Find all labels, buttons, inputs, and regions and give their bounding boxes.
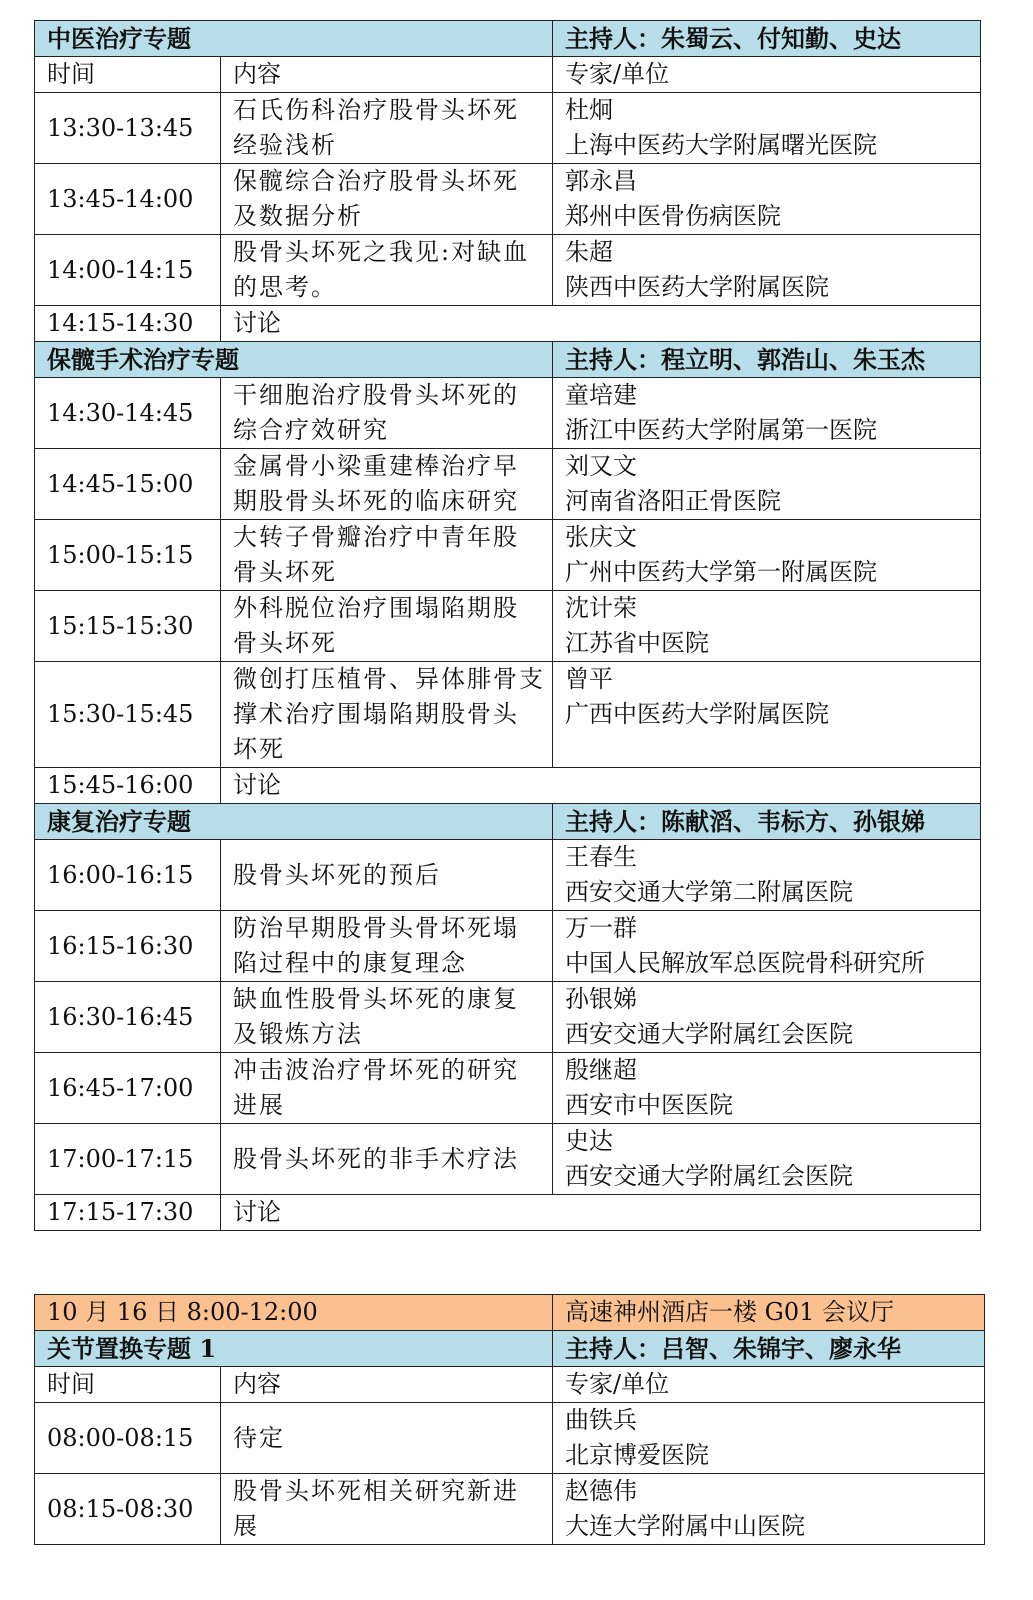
session-topic: 干细胞治疗股骨头坏死的 综合疗效研究 [221, 378, 553, 449]
table-row [35, 1124, 981, 1195]
section-hosts: 主持人：程立明、郭浩山、朱玉杰 [553, 342, 981, 378]
session-time: 15:30-15:45 [35, 662, 221, 768]
session-topic: 股骨头坏死的非手术疗法 [221, 1124, 553, 1195]
table-row [35, 840, 981, 911]
session-time: 15:00-15:15 [35, 520, 221, 591]
session-expert: 朱超 陕西中医药大学附属医院 [553, 235, 981, 306]
discussion-row [35, 768, 981, 804]
discussion-label: 讨论 [221, 1195, 981, 1231]
session-expert: 万一群 中国人民解放军总医院骨科研究所 [553, 911, 981, 982]
session-topic: 石氏伤科治疗股骨头坏死 经验浅析 [221, 93, 553, 164]
session-topic: 缺血性股骨头坏死的康复 及锻炼方法 [221, 982, 553, 1053]
table-row [35, 1053, 981, 1124]
session-expert: 孙银娣 西安交通大学附属红会医院 [553, 982, 981, 1053]
table-row [35, 982, 981, 1053]
session-expert: 刘又文 河南省洛阳正骨医院 [553, 449, 981, 520]
section-title: 关节置换专题 1 [35, 1331, 553, 1367]
session-topic: 待定 [221, 1403, 553, 1474]
session-time: 16:45-17:00 [35, 1053, 221, 1124]
schedule-table-afternoon [34, 20, 981, 1231]
section-title: 保髋手术治疗专题 [35, 342, 553, 378]
session-time: 14:15-14:30 [35, 306, 221, 342]
table-row [35, 1403, 985, 1474]
section-header-hip-preservation [35, 342, 981, 378]
session-topic: 冲击波治疗骨坏死的研究 进展 [221, 1053, 553, 1124]
section-title: 中医治疗专题 [35, 21, 553, 57]
session-time: 17:15-17:30 [35, 1195, 221, 1231]
session-time: 15:45-16:00 [35, 768, 221, 804]
column-header-expert: 专家/单位 [553, 1367, 985, 1403]
session-topic: 股骨头坏死之我见:对缺血 的思考。 [221, 235, 553, 306]
discussion-label: 讨论 [221, 768, 981, 804]
column-header-time: 时间 [35, 1367, 221, 1403]
session-topic: 微创打压植骨、异体腓骨支 撑术治疗围塌陷期股骨头 坏死 [221, 662, 553, 768]
section-header-rehab [35, 804, 981, 840]
session-expert: 郭永昌 郑州中医骨伤病医院 [553, 164, 981, 235]
session-expert: 殷继超 西安市中医医院 [553, 1053, 981, 1124]
session-topic: 外科脱位治疗围塌陷期股 骨头坏死 [221, 591, 553, 662]
table-row [35, 1474, 985, 1545]
session-time: 14:00-14:15 [35, 235, 221, 306]
session-expert: 杜炯 上海中医药大学附属曙光医院 [553, 93, 981, 164]
session-time: 16:30-16:45 [35, 982, 221, 1053]
schedule-table-morning [34, 1294, 985, 1545]
section-header-joint-replacement [35, 1331, 985, 1367]
session-time: 08:15-08:30 [35, 1474, 221, 1545]
column-header-row [35, 1367, 985, 1403]
table-row [35, 449, 981, 520]
table-row [35, 93, 981, 164]
session-time: 13:45-14:00 [35, 164, 221, 235]
date-venue-row [35, 1295, 985, 1331]
session-time: 14:45-15:00 [35, 449, 221, 520]
column-header-time: 时间 [35, 57, 221, 93]
column-header-row [35, 57, 981, 93]
session-topic: 防治早期股骨头骨坏死塌 陷过程中的康复理念 [221, 911, 553, 982]
section-header-tcm [35, 21, 981, 57]
table-row [35, 591, 981, 662]
session-topic: 金属骨小梁重建棒治疗早 期股骨头坏死的临床研究 [221, 449, 553, 520]
session-time: 15:15-15:30 [35, 591, 221, 662]
session-topic: 股骨头坏死相关研究新进 展 [221, 1474, 553, 1545]
section-hosts: 主持人：陈献滔、韦标方、孙银娣 [553, 804, 981, 840]
session-expert: 赵德伟 大连大学附属中山医院 [553, 1474, 985, 1545]
session-expert: 曾平 广西中医药大学附属医院 [553, 662, 981, 768]
session-expert: 曲铁兵 北京博爱医院 [553, 1403, 985, 1474]
discussion-row [35, 1195, 981, 1231]
session-time: 16:00-16:15 [35, 840, 221, 911]
discussion-row [35, 306, 981, 342]
session-time: 14:30-14:45 [35, 378, 221, 449]
session-expert: 沈计荣 江苏省中医院 [553, 591, 981, 662]
session-expert: 王春生 西安交通大学第二附属医院 [553, 840, 981, 911]
session-topic: 股骨头坏死的预后 [221, 840, 553, 911]
column-header-expert: 专家/单位 [553, 57, 981, 93]
section-hosts: 主持人：吕智、朱锦宇、廖永华 [553, 1331, 985, 1367]
section-title: 康复治疗专题 [35, 804, 553, 840]
session-time: 13:30-13:45 [35, 93, 221, 164]
column-header-content: 内容 [221, 57, 553, 93]
session-expert: 张庆文 广州中医药大学第一附属医院 [553, 520, 981, 591]
table-row [35, 662, 981, 768]
section-hosts: 主持人：朱蜀云、付知勤、史达 [553, 21, 981, 57]
table-row [35, 378, 981, 449]
session-venue: 高速神州酒店一楼 G01 会议厅 [553, 1295, 985, 1331]
session-time: 17:00-17:15 [35, 1124, 221, 1195]
table-row [35, 911, 981, 982]
discussion-label: 讨论 [221, 306, 981, 342]
session-expert: 童培建 浙江中医药大学附属第一医院 [553, 378, 981, 449]
table-row [35, 164, 981, 235]
session-time: 16:15-16:30 [35, 911, 221, 982]
column-header-content: 内容 [221, 1367, 553, 1403]
session-topic: 保髋综合治疗股骨头坏死 及数据分析 [221, 164, 553, 235]
session-time: 08:00-08:15 [35, 1403, 221, 1474]
table-row [35, 235, 981, 306]
session-date: 10 月 16 日 8:00-12:00 [35, 1295, 553, 1331]
session-topic: 大转子骨瓣治疗中青年股 骨头坏死 [221, 520, 553, 591]
table-row [35, 520, 981, 591]
session-expert: 史达 西安交通大学附属红会医院 [553, 1124, 981, 1195]
